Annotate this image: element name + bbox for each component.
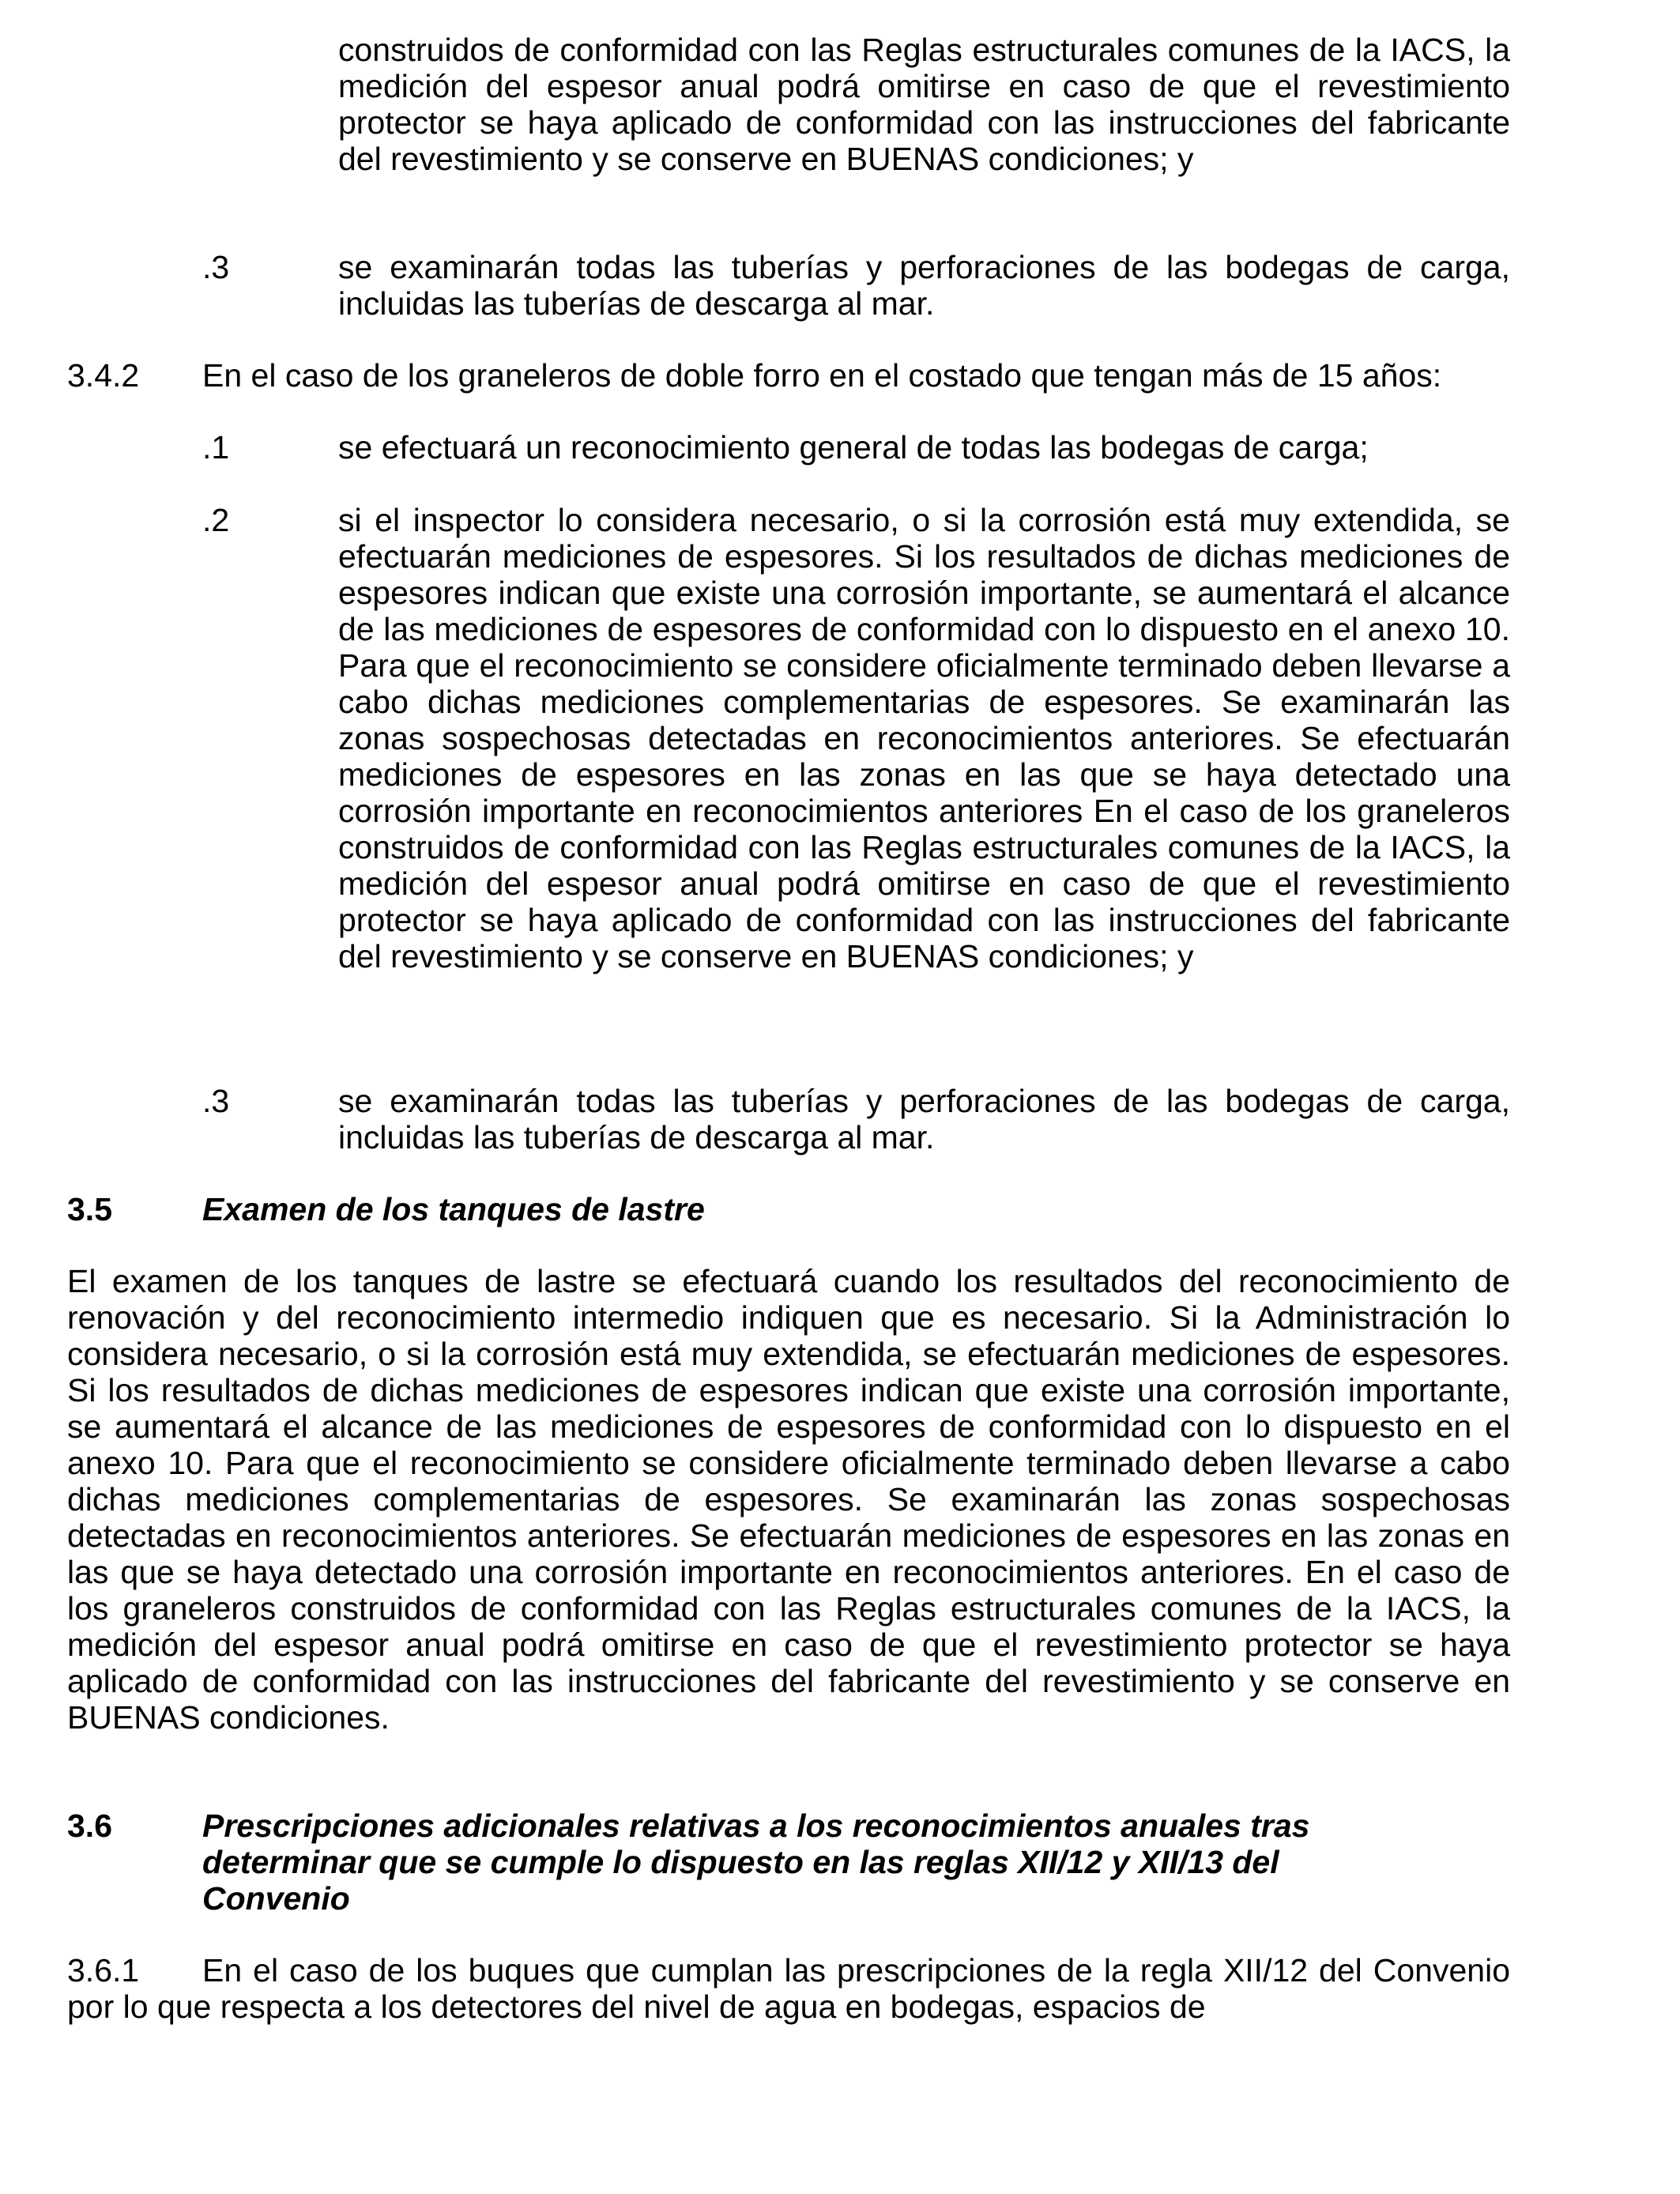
section-3-6-number: 3.6: [67, 1808, 112, 1844]
section-3-6-1-paragraph: [67, 1952, 1510, 2025]
section-3-4-2-item-3-marker: .3: [202, 1083, 230, 1119]
section-3-6-title: Prescripciones adicionales relativas a los reconocimientos anuales tras determinar que se cumple lo dispuesto en las reglas XII/12 y XII/13 del Convenio: [202, 1808, 1310, 1917]
section-3-4-2-number: 3.4.2: [67, 357, 140, 394]
section-3-5-title: Examen de los tanques de lastre: [202, 1191, 705, 1227]
top-item-3-text: se examinarán todas las tuberías y perforaciones de las bodegas de carga, incluidas las tuberías de descarga al mar.: [338, 249, 1510, 322]
section-3-6-1-text: En el caso de los buques que cumplan las prescripciones de la regla XII/12 del Convenio por lo que respecta a los detectores del nivel de agua en bodegas, espacios de: [67, 1952, 1510, 2025]
section-3-5-body: El examen de los tanques de lastre se efectuará cuando los resultados del reconocimiento de renovación y del reconocimiento intermedio indiquen que es necesario. Si la Administración lo considera necesario, o si la corrosión está muy extendida, se efectuarán mediciones de espesores. Si los resultados de dichas mediciones de espesores indican que existe una corrosión importante, se aumentará el alcance de las mediciones de espesores de conformidad con lo dispuesto en el anexo 10. Para que el reconocimiento se considere oficialmente terminado deben llevarse a cabo dichas mediciones complementarias de espesores. Se examinarán las zonas sospechosas detectadas en reconocimientos anteriores. Se efectuarán mediciones de espesores en las zonas en las que se haya detectado una corrosión importante en reconocimientos anteriores. En el caso de los graneleros construidos de conformidad con las Reglas estructurales comunes de la IACS, la medición del espesor anual podrá omitirse en caso de que el revestimiento protector se haya aplicado de conformidad con las instrucciones del fabricante del revestimiento y se conserve en BUENAS condiciones.: [67, 1263, 1510, 1736]
section-3-4-2-text: En el caso de los graneleros de doble forro en el costado que tengan más de 15 años:: [202, 357, 1442, 394]
section-3-4-2-item-1-marker: .1: [202, 429, 230, 466]
section-3-4-2-item-2-text: si el inspector lo considera necesario, o si la corrosión está muy extendida, se efectuarán mediciones de espesores. Si los resultados de dichas mediciones de espesores indican que existe una corrosión importante, se aumentará el alcance de las mediciones de espesores de conformidad con lo dispuesto en el anexo 10. Para que el reconocimiento se considere oficialmente terminado deben llevarse a cabo dichas mediciones complementarias de espesores. Se examinarán las zonas sospechosas detectadas en reconocimientos anteriores. Se efectuarán mediciones de espesores en las zonas en las que se haya detectado una corrosión importante en reconocimientos anteriores En el caso de los graneleros construidos de conformidad con las Reglas estructurales comunes de la IACS, la medición del espesor anual podrá omitirse en caso de que el revestimiento protector se haya aplicado de conformidad con las instrucciones del fabricante del revestimiento y se conserve en BUENAS condiciones; y: [338, 502, 1510, 974]
top-continuation-text: construidos de conformidad con las Reglas estructurales comunes de la IACS, la medición del espesor anual podrá omitirse en caso de que el revestimiento protector se haya aplicado de conformidad con las instrucciones del fabricante del revestimiento y se conserve en BUENAS condiciones; y: [338, 32, 1510, 177]
section-3-4-2-item-1-text: se efectuará un reconocimiento general de todas las bodegas de carga;: [338, 429, 1369, 466]
section-3-4-2-item-2-marker: .2: [202, 502, 230, 538]
section-3-5-number: 3.5: [67, 1191, 112, 1227]
top-item-3-marker: .3: [202, 249, 230, 285]
section-3-6-1-number: 3.6.1: [67, 1952, 140, 1989]
section-3-4-2-item-3-text: se examinarán todas las tuberías y perforaciones de las bodegas de carga, incluidas las tuberías de descarga al mar.: [338, 1083, 1510, 1155]
